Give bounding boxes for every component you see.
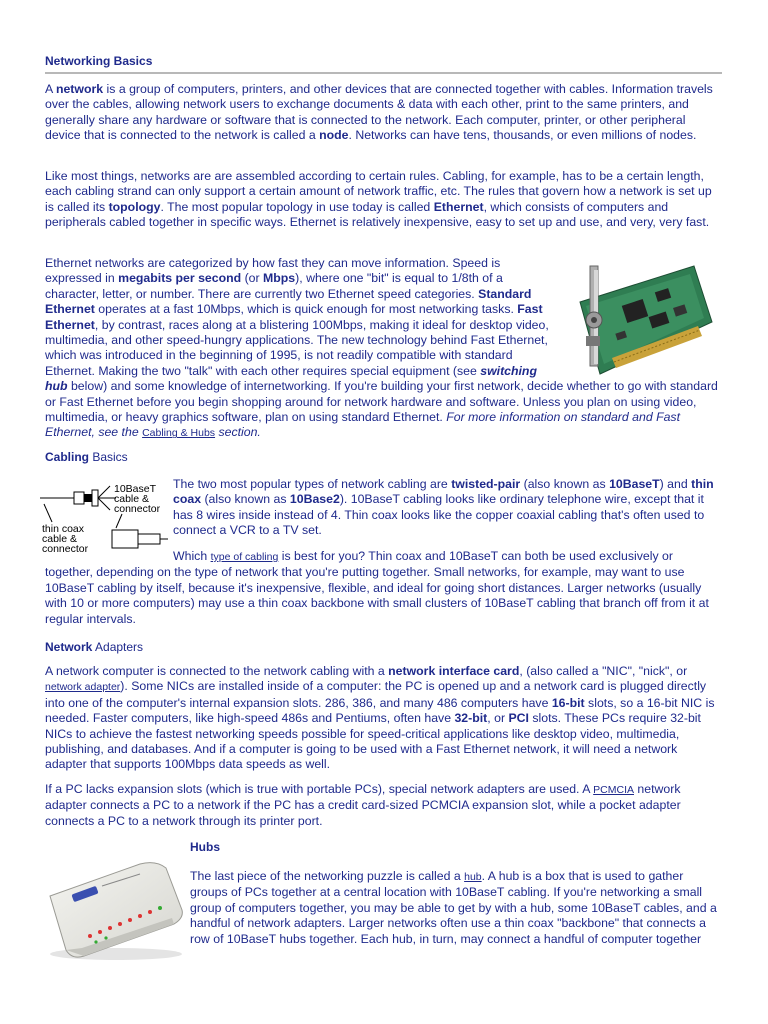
- term-10base2: 10Base2: [289, 492, 340, 507]
- rules-text: . The most popular topology in use today is called: [160, 199, 434, 214]
- term-topology: topology: [108, 199, 161, 214]
- ethernet-text: operates at a fast 10Mbps, which is quick enough for most networking tasks.: [94, 302, 518, 317]
- adapters-heading-rest: Adapters: [92, 640, 144, 654]
- rules-text: Like most things, networks are are assembled according to certain rules. Cabling, for example, has to be a certain length, each cabling strand can only support a certain amount of network traffic, etc. The rules that govern how a network is set up is called its: [45, 169, 712, 214]
- cabling-text: (also known as: [520, 477, 610, 491]
- cabling-heading: [45, 450, 128, 465]
- cabling-text: is best for you? Thin coax and 10BaseT can both be used exclusively or together, depending on the type of network that you're putting together. Small networks, for example, may want to use 10BaseT cabling by itself, because it's inexpensive, flexible, and ideal for going short distances. Larger networks (usually with 10 or more computers) may use a thin coax backbone with small clusters of 10BaseT cabling that branch off from it at regular intervals.: [45, 549, 709, 626]
- adapters-text: ). Some NICs are installed inside of a computer: the PC is opened up and a network card is plugged directly into one of the computer's internal expansion slots. 286, 386, and many 486 computers have: [45, 679, 707, 710]
- adapters-text: A network computer is connected to the network cabling with a: [45, 664, 389, 678]
- intro-paragraph: [45, 82, 722, 144]
- image-float-spacer: [554, 256, 722, 376]
- cabling-paragraph-2: [45, 549, 722, 627]
- ethernet-paragraph: [45, 256, 722, 442]
- cabling-heading-rest: Basics: [89, 450, 128, 464]
- adapters-heading: [45, 640, 143, 655]
- intro-text: is a group of computers, printers, and other devices that are connected together with cables. Information travels over the cables, allowing network users to exchange documents & data with each other, print to the same printers, and generally share any hardware or software that is connected to the network. Each computer, printer, or other peripheral device that is connected to the network is called a: [45, 82, 713, 143]
- term-10baset: 10BaseT: [609, 477, 660, 491]
- term-32-bit: 32-bit: [454, 711, 488, 726]
- ethernet-note: For more information on standard and Fast Ethernet, see the: [45, 410, 680, 440]
- label-thin-coax: thin coax cable & connector: [42, 523, 89, 555]
- ethernet-note: section.: [215, 425, 261, 440]
- ethernet-text: (or: [241, 271, 264, 286]
- intro-text: . Networks can have tens, thousands, or even millions of nodes.: [348, 128, 697, 143]
- cabling-paragraph-1: [173, 477, 722, 539]
- term-16-bit: 16-bit: [551, 695, 585, 710]
- term-nic: network interface card: [388, 664, 520, 678]
- term-mbps: Mbps: [263, 271, 296, 286]
- ethernet-text: ), where one "bit" is equal to 1/8th of a character, letter, or number. There are currently two Ethernet speed categories.: [45, 271, 503, 301]
- cabling-text: The two most popular types of network cabling are: [173, 477, 452, 491]
- term-ethernet: Ethernet: [433, 199, 484, 214]
- adapters-text: If a PC lacks expansion slots (which is true with portable PCs), special network adapters are used. A: [45, 782, 594, 796]
- hubs-text: The last piece of the networking puzzle is called a: [190, 869, 465, 883]
- ethernet-text: Ethernet networks are categorized by how fast they can move information. Speed is expressed in: [45, 256, 501, 286]
- hubs-heading: Hubs: [190, 840, 220, 854]
- term-network: network: [55, 82, 104, 96]
- term-fast-ethernet: Fast Ethernet: [45, 302, 543, 332]
- term-node: node: [319, 128, 349, 143]
- rules-text: , which consists of computers and peripherals cabled together in specific ways. Ethernet is relatively inexpensive, easy to set up and use, and very, very fast.: [45, 199, 710, 230]
- title-divider: [45, 72, 722, 74]
- network-adapter-link[interactable]: network adapter: [45, 681, 121, 694]
- adapters-text: , (also called a "NIC", "nick", or: [519, 664, 688, 678]
- term-standard-ethernet: Standard Ethernet: [45, 286, 532, 317]
- term-pci: PCI: [508, 711, 529, 726]
- adapters-text: , or: [487, 711, 509, 726]
- adapters-text: slots, so a 16-bit NIC is needed. Faster computers, like high-speed 486s and Pentiums, often have: [45, 695, 715, 726]
- term-twisted-pair: twisted-pair: [451, 477, 521, 491]
- cabling-heading-bold: Cabling: [45, 450, 89, 464]
- intro-text: A: [45, 82, 56, 96]
- hub-link[interactable]: hub: [464, 871, 482, 883]
- label-10baset: 10BaseT cable & connector: [114, 483, 161, 515]
- term-megabits: megabits per second: [118, 271, 242, 286]
- cabling-text: (also known as: [201, 492, 290, 507]
- adapters-text: network adapter connects a PC to a network if the PC has a credit card-sized PCMCIA expansion slot, while a pocket adapter connects a PC to a network through its printer port.: [45, 782, 681, 828]
- term-switching-hub: switching hub: [45, 363, 537, 394]
- adapters-paragraph-1: [45, 664, 722, 773]
- cabling-hubs-link[interactable]: Cabling & Hubs: [142, 427, 216, 440]
- adapters-text: slots. These PCs require 32-bit NICs to achieve the fastest networking speeds possible for speed-critical applications like desktop video, multimedia, publishing, and databases. And if a computer is going to be used with a Fast Ethernet network, it will need a network adapter that supports 100Mbps data speeds as well.: [45, 711, 701, 772]
- rules-paragraph: [45, 169, 722, 231]
- page-title: Networking Basics: [45, 54, 153, 68]
- cabling-text: Which: [173, 549, 211, 563]
- pcmcia-link[interactable]: PCMCIA: [593, 784, 634, 796]
- term-thin-coax: thin coax: [173, 477, 714, 507]
- adapters-heading-bold: Network: [45, 640, 93, 654]
- cabling-diagram: [40, 484, 168, 556]
- type-of-cabling-link[interactable]: type of cabling: [210, 551, 279, 563]
- hub-image: [44, 858, 186, 962]
- ethernet-text: , by contrast, races along at a blistering 100Mbps, making it ideal for desktop video, multimedia, and other speed-hungry applications. The new technology behind Fast Ethernet, which was introduced in the beginning of 1995, is not readily compatible with standard Ethernet. Making the two "talk" with each other requires special equipment (see: [45, 317, 549, 378]
- cabling-text: ). 10BaseT cabling looks like ordinary telephone wire, except that it has 8 wires inside instead of 4. Thin coax looks like the copper coaxial cabling that's often used to connect a VCR to a TV set.: [173, 492, 705, 538]
- cabling-text: ) and: [659, 477, 692, 491]
- hubs-paragraph: [190, 869, 724, 947]
- hubs-text: . A hub is a box that is used to gather groups of PCs together at a central location with 10BaseT cabling. If you're networking a small group of computers together, you may be able to get by with a hub, some 10BaseT cables, and a handful of network adapters. Larger networks often use a thin coax "backbone" that connects a row of 10BaseT hubs together. Each hub, in turn, may connect a handful of computer together: [190, 869, 717, 946]
- ethernet-text: below) and some knowledge of internetworking. If you're building your first network, decide whether to go with standard or Fast Ethernet before you begin shopping around for network hardware and software. Unless you plan on using video, multimedia, or heavy graphics software, plan on using standard Ethernet.: [45, 379, 718, 425]
- adapters-paragraph-2: [45, 782, 722, 829]
